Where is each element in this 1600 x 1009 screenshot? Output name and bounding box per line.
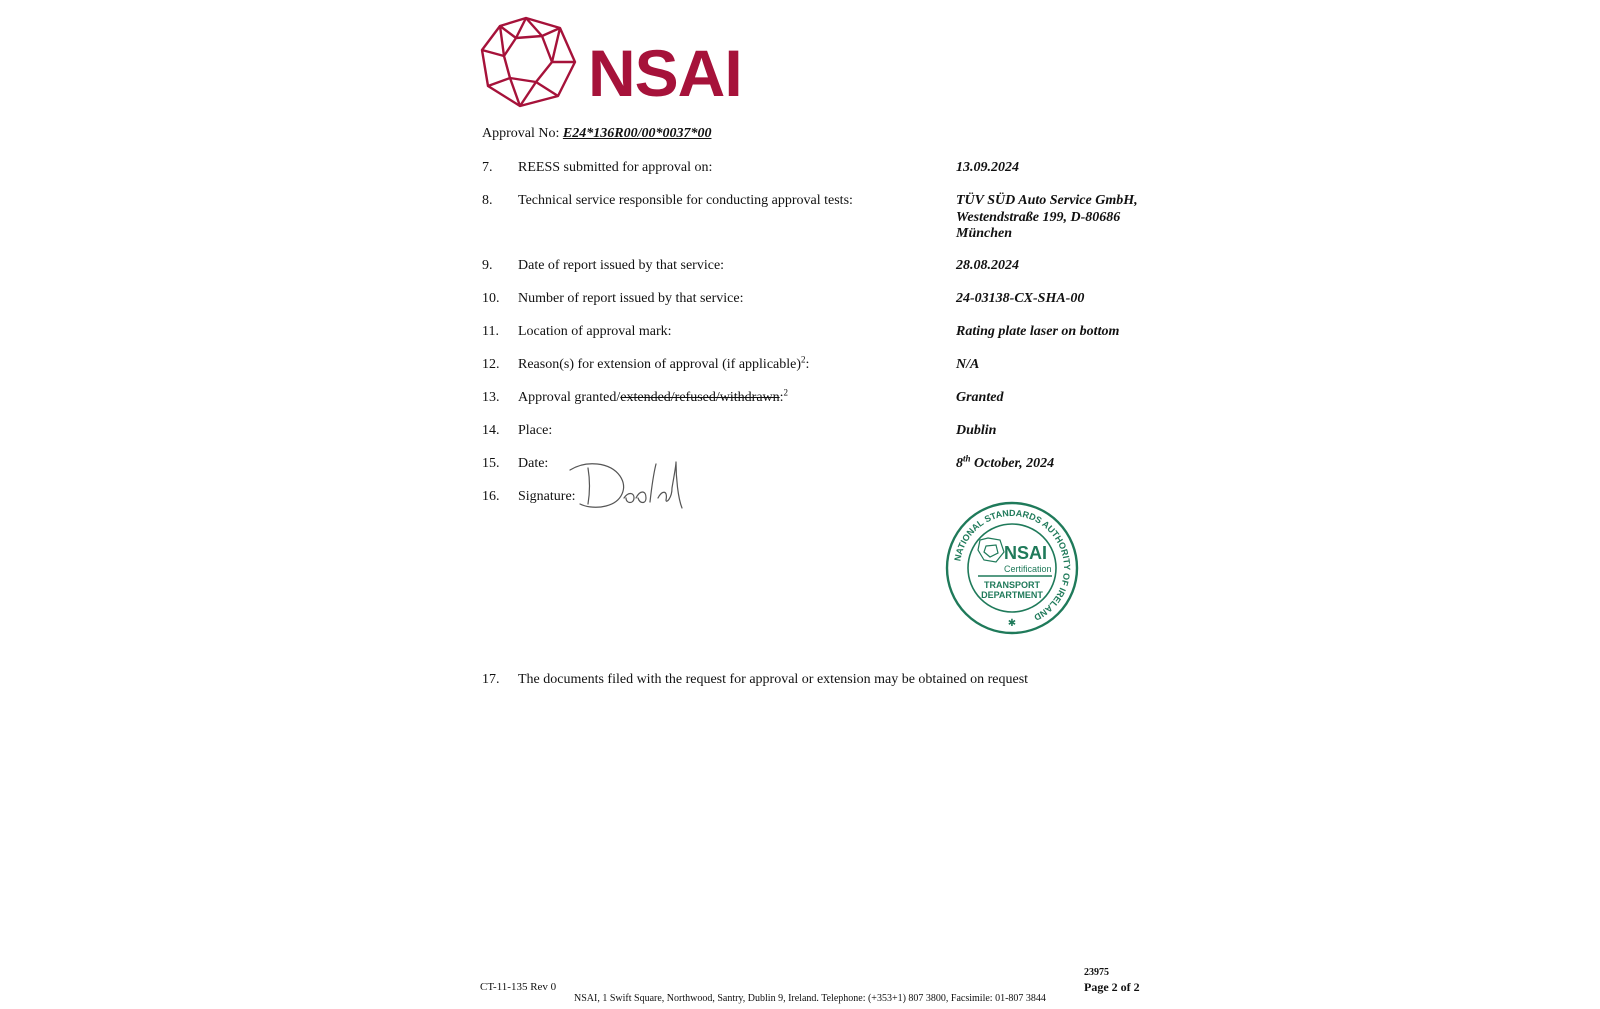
item-label: Location of approval mark: [518, 324, 672, 339]
stamp-brand: NSAI [1004, 543, 1048, 563]
item-value: Rating plate laser on bottom [956, 324, 1120, 339]
label-text: Reason(s) for extension of approval (if applicable) [518, 357, 802, 372]
item-label: Number of report issued by that service: [518, 291, 744, 306]
page-number: Page 2 of 2 [1084, 980, 1140, 994]
item-label [518, 354, 810, 373]
item-value [956, 193, 1138, 243]
date-day: 8 [956, 456, 963, 471]
item-label: Date of report issued by that service: [518, 258, 725, 273]
footnote-ref: 2 [783, 387, 789, 398]
item-number: 17. [482, 672, 500, 687]
item-number: 12. [482, 357, 500, 372]
item-value: N/A [956, 357, 980, 372]
value-line: Westendstraße 199, D-80686 [956, 209, 1121, 225]
item-number: 7. [482, 160, 493, 175]
document-code: 23975 [1084, 967, 1109, 978]
item-label: Place: [518, 423, 553, 438]
stamp-star-icon: ✱ [1007, 618, 1017, 629]
approval-number: E24*136R00/00*0037*00 [562, 126, 712, 141]
stamp-ring-text: NATIONAL STANDARDS AUTHORITY OF IRELAND [952, 507, 1073, 623]
label-suffix: : [779, 390, 784, 405]
form-code: CT-11-135 Rev 0 [480, 981, 557, 993]
label-text: Approval granted/ [518, 390, 621, 405]
item-label: Date: [518, 456, 549, 471]
stamp-sub: Certification [1004, 564, 1052, 574]
item-label: Technical service responsible for conducting approval tests: [518, 193, 853, 208]
item-label: The documents filed with the request for approval or extension may be obtained on request [518, 672, 1029, 687]
struck-options: extended/refused/withdrawn [620, 390, 780, 405]
item-number: 13. [482, 390, 500, 405]
footnote-ref: 2 [801, 354, 806, 365]
nsai-certification-stamp [944, 500, 1080, 636]
item-number: 8. [482, 193, 493, 208]
handwritten-signature [566, 458, 686, 520]
item-value: Granted [956, 390, 1004, 405]
item-label [518, 387, 789, 406]
nsai-logo [480, 16, 740, 108]
label-suffix: : [805, 357, 810, 372]
approval-line [482, 126, 711, 142]
date-rest: October, 2024 [970, 456, 1055, 471]
date-ordinal: th [963, 453, 971, 464]
item-label: REESS submitted for approval on: [518, 160, 713, 175]
item-number: 10. [482, 291, 500, 306]
item-number: 16. [482, 489, 500, 504]
item-label: Signature: [518, 489, 576, 504]
item-value: 24-03138-CX-SHA-00 [956, 291, 1085, 306]
item-value: 28.08.2024 [956, 258, 1019, 273]
stamp-dept-2: DEPARTMENT [981, 590, 1043, 600]
value-line: TÜV SÜD Auto Service GmbH, [956, 193, 1138, 208]
item-number: 14. [482, 423, 500, 438]
approval-label: Approval No: [482, 126, 563, 141]
footer-address: NSAI, 1 Swift Square, Northwood, Santry, Dublin 9, Ireland. Telephone: (+353+1) 807 3800, Facsimile: 01-807 3844 [574, 993, 1046, 1004]
stamp-dept-1: TRANSPORT [984, 580, 1040, 590]
item-number: 9. [482, 258, 493, 273]
nsai-polyhedron-icon [480, 16, 578, 108]
item-number: 11. [482, 324, 499, 339]
logo-wordmark: NSAI [588, 36, 742, 110]
stamp-polyhedron-icon [978, 538, 1004, 562]
item-value [956, 453, 1055, 473]
value-line: München [956, 226, 1013, 241]
item-number: 15. [482, 456, 500, 471]
item-value: 13.09.2024 [956, 160, 1019, 175]
item-value: Dublin [956, 423, 997, 438]
